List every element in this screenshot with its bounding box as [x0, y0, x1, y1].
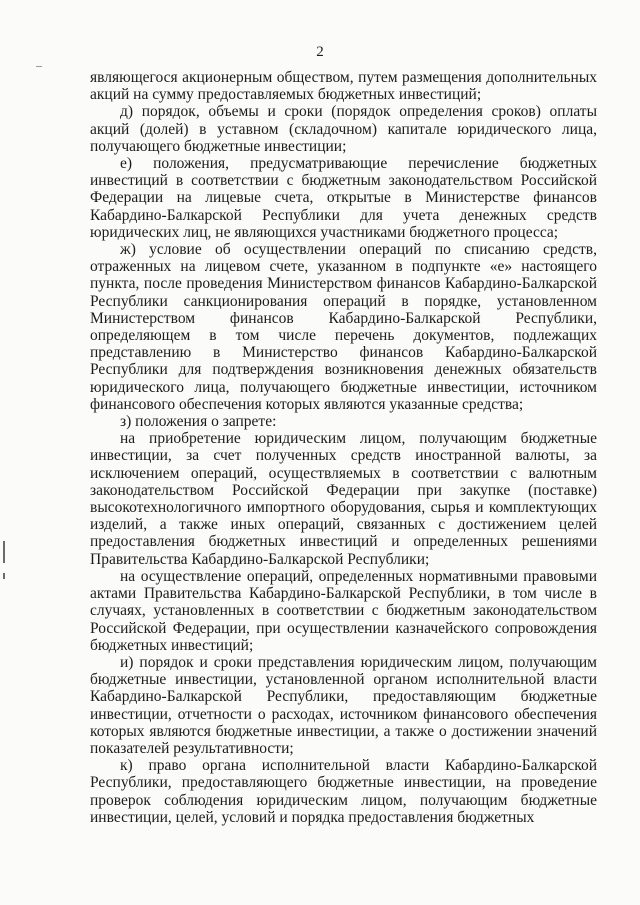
document-body	[90, 69, 597, 826]
scan-artifact-mark	[3, 541, 5, 563]
paragraph-prohibition-operations: на осуществление операций, определенных нормативными правовыми актами Правительства Кабардино-Балкарской Республики, в том числе в случаях, установленных в соответствии с бюджетным законодательством Российской Федерации, при осуществлении казначейского сопровождения бюджетных инвестиций;	[90, 567, 597, 654]
paragraph-item-zh: ж) условие об осуществлении операций по списанию средств, отраженных на лицевом счете, указанном в подпункте «е» настоящего пункта, после проведения Министерством финансов Кабардино-Балкарской Республики санкционирования операций в порядке, установленном Министерством финансов Кабардино-Балкарской Республики, определяющем в том числе перечень документов, подлежащих представлению в Министерство финансов Кабардино-Балкарской Республики для подтверждения возникновения денежных обязательств юридического лица, получающего бюджетные инвестиции, источником финансового обеспечения которых являются указанные средства;	[90, 241, 597, 413]
paragraph-item-e: е) положения, предусматривающие перечисление бюджетных инвестиций в соответствии с бюджетным законодательством Российской Федерации на лицевые счета, открытые в Министерстве финансов Кабардино-Балкарской Республики для учета денежных средств юридических лиц, не являющихся участниками бюджетного процесса;	[90, 155, 597, 241]
paragraph-item-z: з) положения о запрете:	[120, 413, 277, 431]
paragraph-continuation: являющегося акционерным обществом, путем размещения дополнительных акций на сумму предоставляемых бюджетных инвестиций;	[90, 69, 597, 104]
scan-artifact-mark	[36, 66, 42, 67]
paragraph-item-d: д) порядок, объемы и сроки (порядок определения сроков) оплаты акций (долей) в уставном (складочном) капитале юридического лица, получающего бюджетные инвестиции;	[90, 103, 597, 155]
paragraph-prohibition-currency: на приобретение юридическим лицом, получающим бюджетные инвестиции, за счет полученных средств иностранной валюты, за исключением операций, осуществляемых в соответствии с валютным законодательством Российской Федерации при закупке (поставке) высокотехнологичного импортного оборудования, сырья и комплектующих изделий, а также иных операций, связанных с достижением целей предоставления бюджетных инвестиций и определенных решениями Правительства Кабардино-Балкарской Республики;	[90, 430, 597, 568]
scan-artifact-mark	[3, 573, 5, 579]
paragraph-item-i: и) порядок и сроки представления юридическим лицом, получающим бюджетные инвестиции, установленной органом исполнительной власти Кабардино-Балкарской Республики, предоставляющим бюджетные инвестиции, отчетности о расходах, источником финансового обеспечения которых являются бюджетные инвестиции, а также о достижении значений показателей результативности;	[90, 653, 597, 757]
page-number: 2	[316, 44, 324, 60]
paragraph-item-k: к) право органа исполнительной власти Кабардино-Балкарской Республики, предоставляющего бюджетные инвестиции, на проведение проверок соблюдения юридическим лицом, получающим бюджетные инвестиции, целей, условий и порядка предоставления бюджетных	[90, 757, 597, 826]
